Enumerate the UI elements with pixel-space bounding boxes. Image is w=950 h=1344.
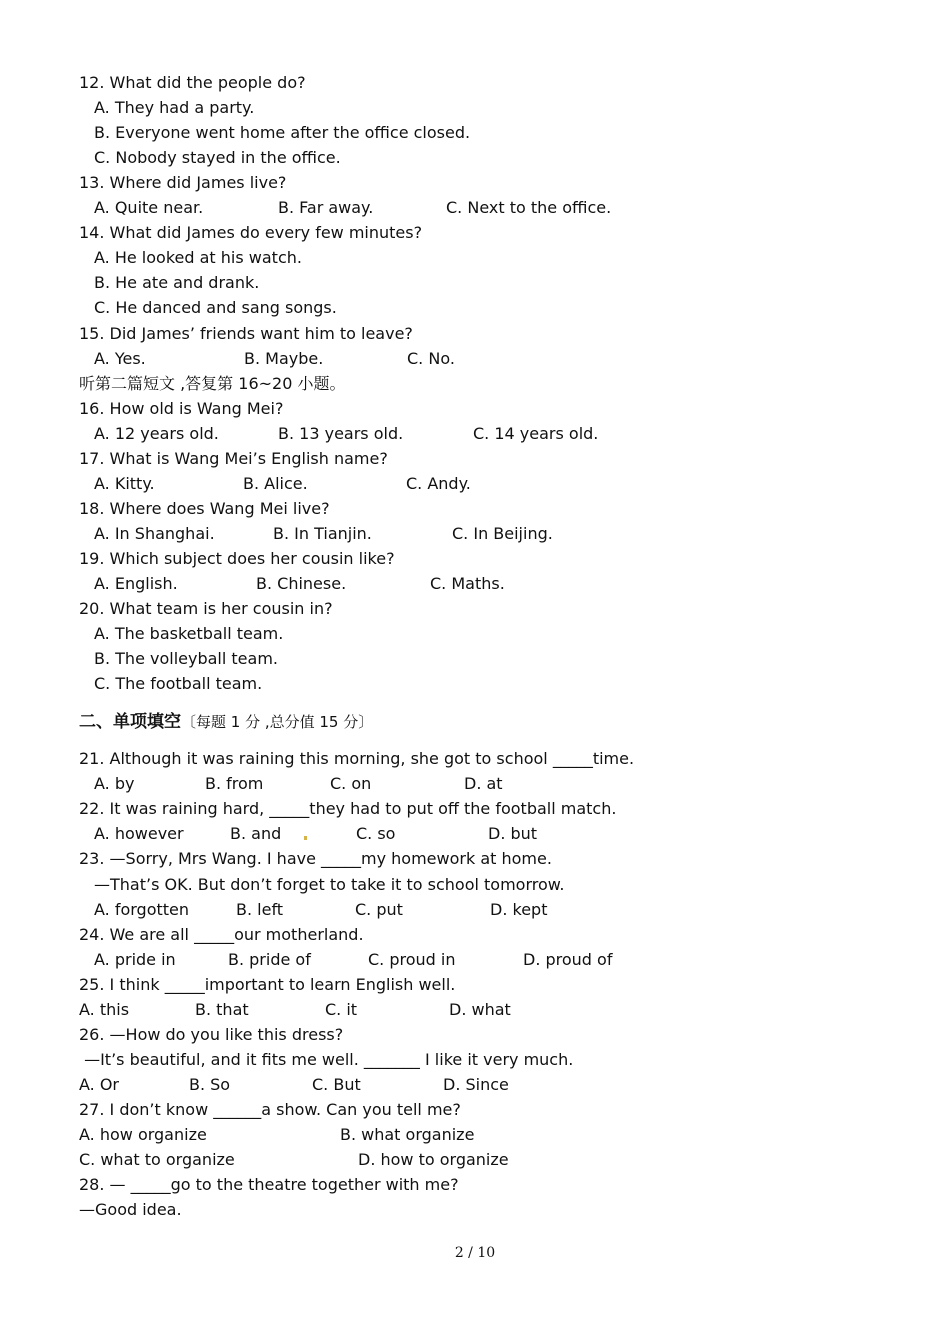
question-26: 26. —How do you like this dress? [79, 1025, 344, 1044]
option-25c: C. it [325, 1000, 358, 1019]
question-19: 19. Which subject does her cousin like? [79, 549, 395, 568]
option-15b: B. Maybe. [244, 349, 324, 368]
question-15: 15. Did James’ friends want him to leave? [79, 324, 413, 343]
option-17a: A. Kitty. [94, 474, 155, 493]
option-22b: B. and [230, 824, 282, 843]
section-2-subtitle: 〔每题 1 分 ,总分值 15 分〕 [181, 713, 374, 731]
option-27a: A. how organize [79, 1125, 207, 1144]
option-23d: D. kept [490, 900, 548, 919]
option-16a: A. 12 years old. [94, 424, 219, 443]
option-14b: B. He ate and drank. [94, 273, 260, 292]
question-23: 23. —Sorry, Mrs Wang. I have _____my homework at home. [79, 849, 552, 868]
question-18: 18. Where does Wang Mei live? [79, 499, 330, 518]
option-19a: A. English. [94, 574, 178, 593]
option-26c: C. But [312, 1075, 361, 1094]
option-18c: C. In Beijing. [452, 524, 553, 543]
option-23c: C. put [355, 900, 403, 919]
option-22a: A. however [94, 824, 184, 843]
option-22d: D. but [488, 824, 538, 843]
option-24d: D. proud of [523, 950, 613, 969]
option-20b: B. The volleyball team. [94, 649, 278, 668]
option-14a: A. He looked at his watch. [94, 248, 302, 267]
option-22c: C. so [356, 824, 396, 843]
option-17b: B. Alice. [243, 474, 308, 493]
option-23b: B. left [236, 900, 284, 919]
option-26d: D. Since [443, 1075, 509, 1094]
question-28: 28. — _____go to the theatre together with me? [79, 1175, 459, 1194]
passage-2-intro: 听第二篇短文 ,答复第 16~20 小题。 [79, 374, 346, 393]
option-26a: A. Or [79, 1075, 120, 1094]
question-16: 16. How old is Wang Mei? [79, 399, 284, 418]
option-13b: B. Far away. [278, 198, 374, 217]
question-14: 14. What did James do every few minutes? [79, 223, 423, 242]
option-23a: A. forgotten [94, 900, 190, 919]
reply-26: —It’s beautiful, and it fits me well. _______ I like it very much. [79, 1050, 574, 1069]
option-21d: D. at [464, 774, 503, 793]
option-27d: D. how to organize [358, 1150, 509, 1169]
option-24c: C. proud in [368, 950, 456, 969]
option-27c: C. what to organize [79, 1150, 235, 1169]
option-18a: A. In Shanghai. [94, 524, 215, 543]
option-15c: C. No. [407, 349, 455, 368]
option-20a: A. The basketball team. [94, 624, 284, 643]
option-21c: C. on [330, 774, 372, 793]
option-25b: B. that [195, 1000, 249, 1019]
option-26b: B. So [189, 1075, 231, 1094]
reply-28: —Good idea. [79, 1200, 182, 1219]
stray-mark [304, 836, 307, 840]
section-2-title: 二、单项填空 [79, 712, 181, 732]
question-13: 13. Where did James live? [79, 173, 287, 192]
question-12: 12. What did the people do? [79, 73, 306, 92]
question-21: 21. Although it was raining this morning, she got to school _____time. [79, 749, 635, 768]
option-21a: A. by [94, 774, 135, 793]
question-24: 24. We are all _____our motherland. [79, 925, 364, 944]
option-16b: B. 13 years old. [278, 424, 404, 443]
reply-23: —That’s OK. But don’t forget to take it to school tomorrow. [94, 875, 565, 894]
option-16c: C. 14 years old. [473, 424, 599, 443]
option-18b: B. In Tianjin. [273, 524, 372, 543]
question-17: 17. What is Wang Mei’s English name? [79, 449, 388, 468]
option-27b: B. what organize [340, 1125, 475, 1144]
option-25a: A. this [79, 1000, 130, 1019]
option-20c: C. The football team. [94, 674, 263, 693]
page-number: 2 / 10 [454, 1245, 496, 1261]
option-25d: D. what [449, 1000, 511, 1019]
option-24a: A. pride in [94, 950, 176, 969]
option-14c: C. He danced and sang songs. [94, 298, 337, 317]
option-12c: C. Nobody stayed in the office. [94, 148, 341, 167]
option-19c: C. Maths. [430, 574, 505, 593]
option-13c: C. Next to the office. [446, 198, 612, 217]
question-27: 27. I don’t know ______a show. Can you tell me? [79, 1100, 461, 1119]
option-12a: A. They had a party. [94, 98, 255, 117]
question-25: 25. I think _____important to learn English well. [79, 975, 456, 994]
option-13a: A. Quite near. [94, 198, 204, 217]
option-17c: C. Andy. [406, 474, 471, 493]
question-22: 22. It was raining hard, _____they had to put off the football match. [79, 799, 617, 818]
option-21b: B. from [205, 774, 264, 793]
option-15a: A. Yes. [94, 349, 146, 368]
option-12b: B. Everyone went home after the office closed. [94, 123, 471, 142]
section-2-heading [79, 711, 373, 733]
option-24b: B. pride of [228, 950, 311, 969]
option-19b: B. Chinese. [256, 574, 347, 593]
question-20: 20. What team is her cousin in? [79, 599, 333, 618]
